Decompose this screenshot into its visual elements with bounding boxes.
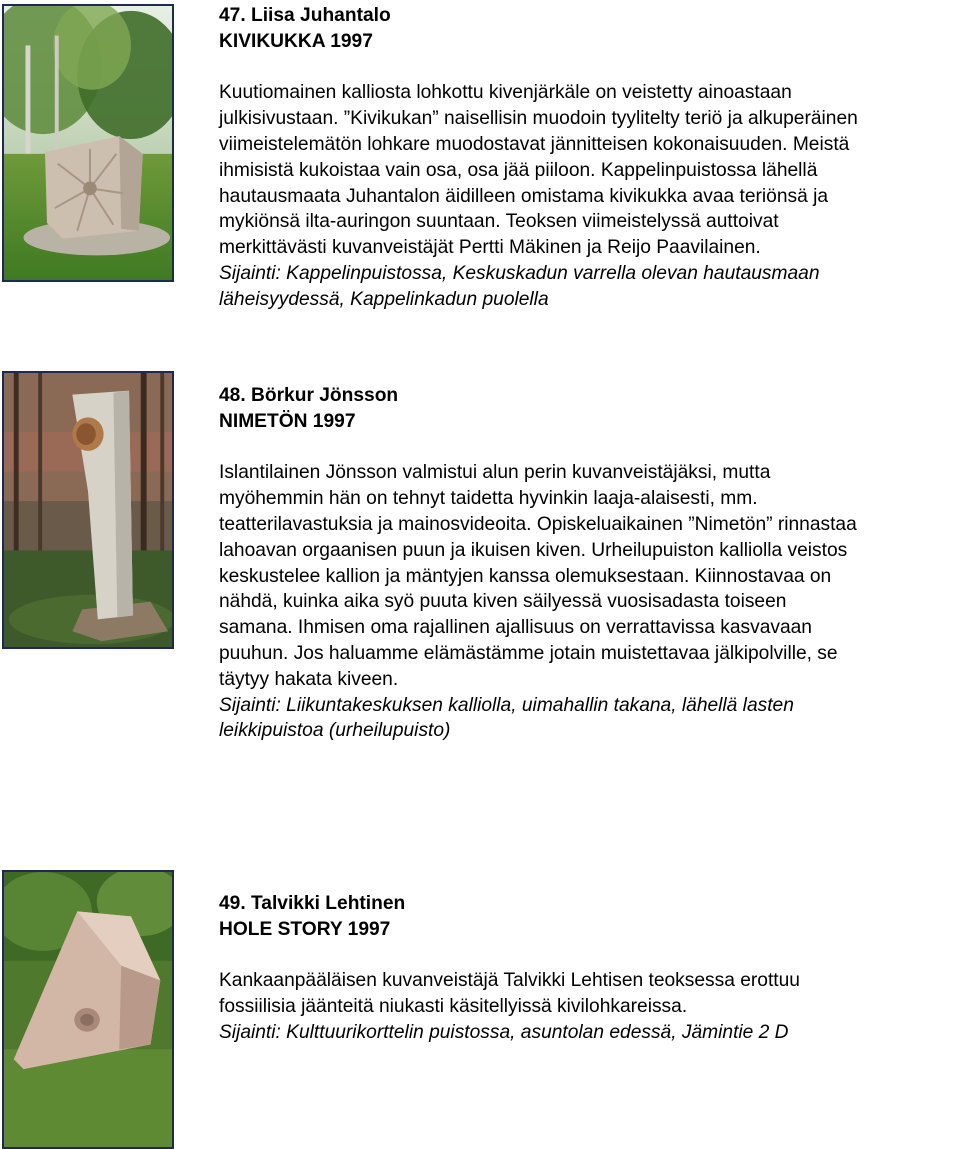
sculpture-photo-hole-story bbox=[2, 870, 174, 1149]
entry-text bbox=[219, 891, 959, 1046]
artist-heading: 47. Liisa Juhantalo bbox=[219, 5, 391, 26]
artwork-location: Sijainti: Kappelinpuistossa, Keskuskadun varrella olevan hautausmaan läheisyydessä, Kappelinkadun puolella bbox=[219, 262, 820, 310]
artwork-location: Sijainti: Liikuntakeskuksen kalliolla, uimahallin takana, lähellä lasten leikkipuistoa (urheilupuisto) bbox=[219, 694, 794, 742]
artwork-description: Kankaanpääläisen kuvanveistäjä Talvikki Lehtisen teoksessa erottuu fossiilisia jäänteitä niukasti käsitellyissä kivilohkareissa. bbox=[219, 970, 800, 1018]
artwork-title: KIVIKUKKA 1997 bbox=[219, 30, 373, 52]
sculpture-photo-nimeton bbox=[2, 371, 174, 649]
entry-text bbox=[219, 383, 959, 744]
sculpture-photo-kivikukka bbox=[2, 4, 174, 282]
entry-text bbox=[219, 3, 959, 313]
artwork-description: Islantilainen Jönsson valmistui alun perin kuvanveistäjäksi, mutta myöhemmin hän on tehnyt taidetta hyvinkin laaja-alaisesti, mm. teatterilavastuksia ja mainosvideoita. Opiskeluaikainen ”Nimetön” rinnastaa lahoavan orgaanisen puun ja ikuisen kiven. Urheilupuiston kalliolla veistos keskustelee kallion ja mäntyjen kanssa olemuksestaan. Kiinnostavaa on nähdä, kuinka aika syö puuta kiven säilyessä vuosisadasta toiseen samana. Ihmisen oma rajallinen ajallisuus on verrattavissa kasvavaan puuhun. Jos haluamme elämästämme jotain muistettavaa jälkipolville, se täytyy hakata kiveen. bbox=[219, 462, 857, 690]
artwork-location: Sijainti: Kulttuurikorttelin puistossa, asuntolan edessä, Jämintie 2 D bbox=[219, 1021, 789, 1043]
artist-heading: 48. Börkur Jönsson bbox=[219, 385, 399, 406]
artist-heading: 49. Talvikki Lehtinen bbox=[219, 893, 406, 914]
artwork-title: HOLE STORY 1997 bbox=[219, 918, 391, 940]
artwork-title: NIMETÖN 1997 bbox=[219, 410, 356, 432]
artwork-description: Kuutiomainen kalliosta lohkottu kivenjärkäle on veistetty ainoastaan julkisivustaan. ”Kivikukan” naisellisin muodoin tyylitelty teriö ja alkuperäinen viimeistelemätön lohkare muodostavat jännitteisen kokonaisuuden. Meistä ihmisistä kukoistaa vain osa, osa jää piiloon. Kappelinpuistossa lähellä hautausmaata Juhantalon äidilleen omistama kivikukka avaa teriönsä ja mykiönsä ilta-auringon suuntaan. Teoksen viimeistelyssä auttoivat merkittävästi kuvanveistäjät Pertti Mäkinen ja Reijo Paavilainen. bbox=[219, 82, 858, 259]
